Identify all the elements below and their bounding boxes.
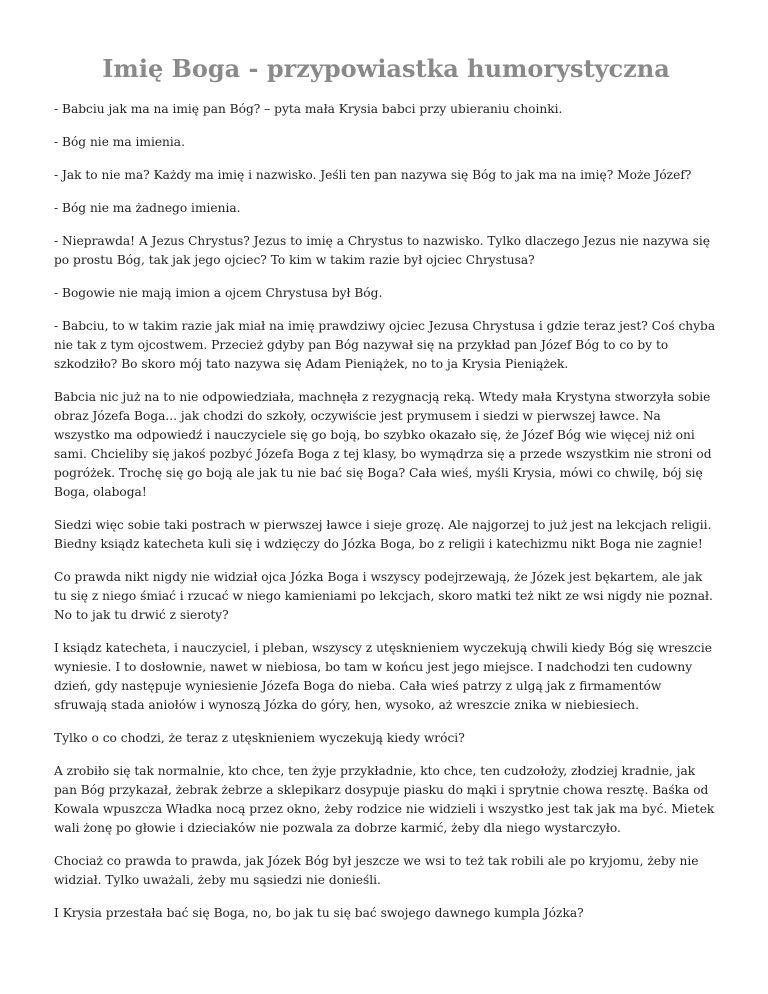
paragraph: - Nieprawda! A Jezus Chrystus? Jezus to imię a Chrystus to nazwisko. Tylko dlaczego Jezus nie nazywa się po prostu Bóg, tak jak jego ojciec? To kim w takim razie był ojciec Chrystusa? (54, 234, 710, 267)
paragraph: A zrobiło się tak normalnie, kto chce, ten żyje przykładnie, kto chce, ten cudzołoży, złodziej kradnie, jak pan Bóg przykazał, żebrak żebrze a sklepikarz dosypuje piasku do mąki i sprytnie chowa resztę. Baśka od Kowala wpuszcza Władka nocą przez okno, żeby rodzice nie widzieli i wszystko jest tak jak ma być. Mietek wali żonę po głowie i dzieciaków nie pozwala za dobrze karmić, żeby dla niego wystarczyło. (54, 764, 715, 835)
paragraph: I Krysia przestała bać się Boga, no, bo jak tu się bać swojego dawnego kumpla Józka? (54, 906, 584, 920)
document-title: Imię Boga - przypowiastka humorystyczna (102, 54, 670, 83)
document-page (54, 52, 718, 937)
paragraph: I ksiądz katecheta, i nauczyciel, i pleban, wszyscy z utęsknieniem wyczekują chwili kiedy Bóg się wreszcie wyniesie. I to dosłownie, nawet w niebiosa, bo tam w końcu jest jego miejsce. I nadchodzi ten cudowny dzień, gdy następuje wyniesienie Józefa Boga do nieba. Cała wieś patrzy z ulgą jak z firmamentów sfruwają stada aniołów i wynoszą Józka do góry, hen, wysoko, aż wreszcie znika w niebiesiech. (54, 641, 712, 712)
paragraph: - Babciu jak ma na imię pan Bóg? – pyta mała Krysia babci przy ubieraniu choinki. (54, 102, 563, 116)
paragraph: - Bóg nie ma imienia. (54, 135, 185, 149)
paragraph: Babcia nic już na to nie odpowiedziała, machnęła z rezygnacją reką. Wtedy mała Krystyna stworzyła sobie obraz Józefa Boga... jak chodzi do szkoły, oczywiście jest prymusem i siedzi w pierwszej ławce. Na wszystko ma odpowiedź i nauczyciele się go boją, bo szybko okazało się, że Józef Bóg wie więcej niż oni sami. Chcieliby się jakoś pozbyć Józefa Boga z tej klasy, bo wymądrza się a przede wszystkim nie stroni od pogróżek. Trochę się go boją ale jak tu nie bać się Boga? Cała wieś, myśli Krysia, mówi co chwilę, bój się Boga, olaboga! (54, 390, 712, 499)
paragraph: - Babciu, to w takim razie jak miał na imię prawdziwy ojciec Jezusa Chrystusa i gdzie teraz jest? Coś chyba nie tak z tym ojcostwem. Przecież gdyby pan Bóg nazywał się na przykład pan Józef Bóg to co by to szkodziło? Bo skoro mój tato nazywa się Adam Pieniążek, no to ja Krysia Pieniążek. (54, 319, 716, 371)
paragraph: Siedzi więc sobie taki postrach w pierwszej ławce i sieje grozę. Ale najgorzej to już jest na lekcjach religii. Biedny ksiądz katecheta kuli się i wdzięczy do Józka Boga, bo z religii i katechizmu nikt Boga nie zagnie! (54, 518, 712, 551)
paragraph: - Bóg nie ma żadnego imienia. (54, 201, 241, 215)
paragraph: Co prawda nikt nigdy nie widział ojca Józka Boga i wszyscy podejrzewają, że Józek jest bękartem, ale jak tu się z niego śmiać i rzucać w niego kamieniami po lekcjach, skoro matki też nikt ze wsi nigdy nie poznał. No to jak tu drwić z sieroty? (54, 570, 713, 622)
paragraph: Tylko o co chodzi, że teraz z utęsknieniem wyczekują kiedy wróci? (54, 731, 465, 745)
paragraph: - Bogowie nie mają imion a ojcem Chrystusa był Bóg. (54, 286, 383, 300)
paragraph: - Jak to nie ma? Każdy ma imię i nazwisko. Jeśli ten pan nazywa się Bóg to jak ma na imię? Może Józef? (54, 168, 692, 182)
paragraph: Chociaż co prawda to prawda, jak Józek Bóg był jeszcze we wsi to też tak robili ale po kryjomu, żeby nie widział. Tylko uważali, żeby mu sąsiedzi nie donieśli. (54, 854, 699, 887)
